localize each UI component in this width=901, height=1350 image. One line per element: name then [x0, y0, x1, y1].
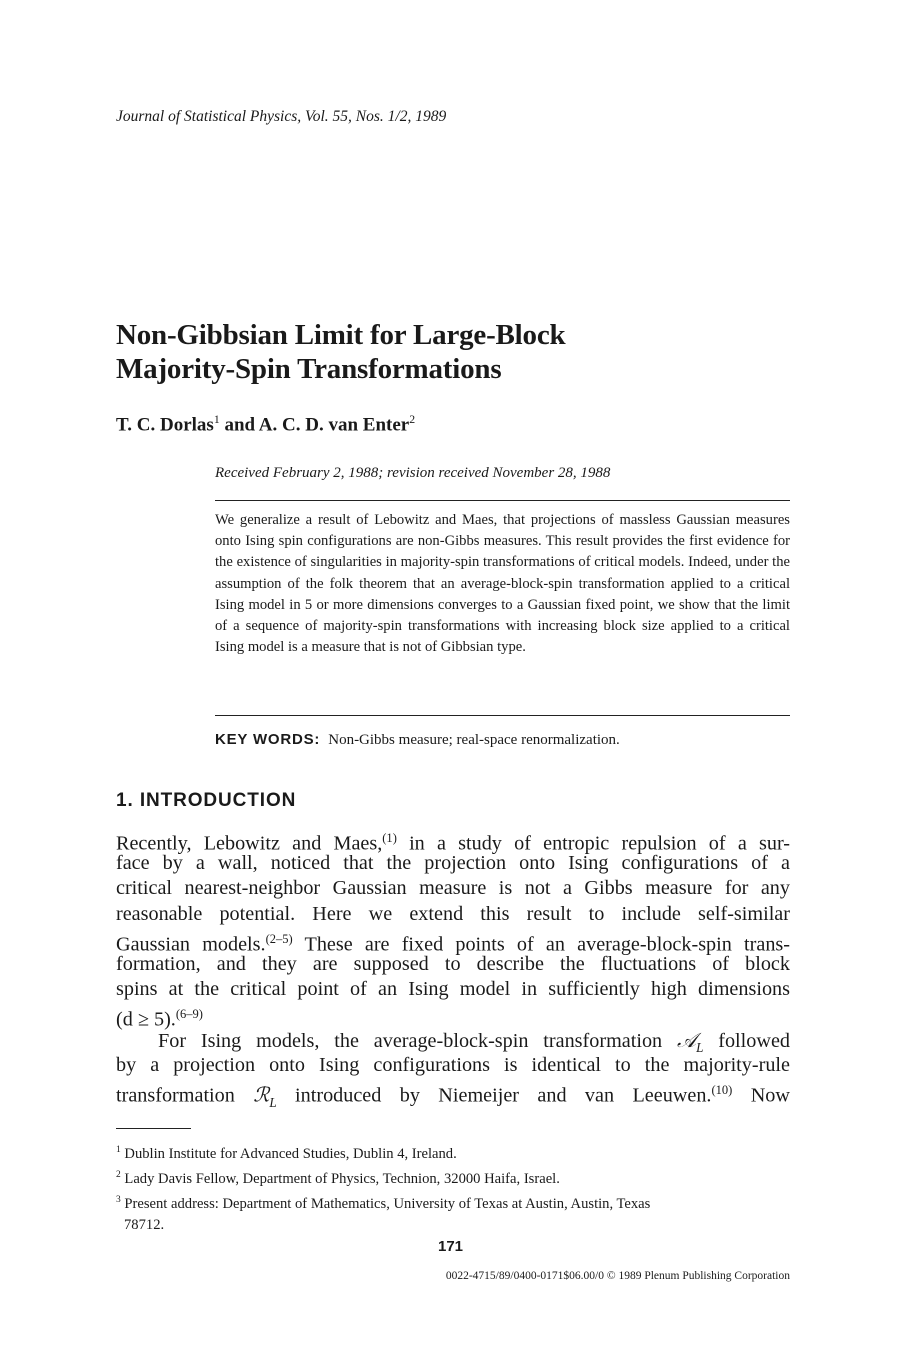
author-1: T. C. Dorlas [116, 414, 214, 436]
title-line-2: Majority-Spin Transformations [116, 353, 502, 385]
intro-line: formation, and they are supposed to describe the fluctuations of block [116, 952, 790, 975]
citation-ref: (10) [711, 1082, 733, 1097]
block-spin-operator-symbol: 𝒜 [676, 1027, 697, 1052]
author-1-footnote-mark: 1 [213, 413, 220, 426]
keywords-text: Non-Gibbs measure; real-space renormalization. [328, 732, 620, 748]
abstract-bottom-rule [215, 715, 790, 716]
intro-line: Gaussian models.$^{(2-5)}$ These are fixed points of an average-block-spin trans- [116, 931, 790, 956]
journal-citation: Journal of Statistical Physics, Vol. 55, Nos. 1/2, 1989 [116, 108, 447, 125]
intro-line: critical nearest-neighbor Gaussian measure is not a Gibbs measure for any [116, 877, 790, 900]
majority-rule-operator-symbol: ℛ [253, 1082, 270, 1107]
intro-line: (d ≥ 5).$^{(6-9)}$ [116, 1007, 203, 1032]
citation-ref: (6–9) [175, 1007, 203, 1022]
keywords [215, 731, 620, 749]
author-2: A. C. D. van Enter [258, 414, 410, 436]
author-connector: and [219, 414, 259, 436]
intro-line: reasonable potential. Here we extend this result to include self-similar [116, 902, 790, 925]
section-heading: 1. INTRODUCTION [116, 790, 297, 811]
intro-line: by a projection onto Ising configurations is identical to the majority-rule [116, 1053, 790, 1076]
abstract: We generalize a result of Lebowitz and Maes, that projections of massless Gaussian measures onto Ising spin configurations are non-Gibbs measures. This result provides the first evidence for the existence of singularities in majority-spin transformations of critical models. Indeed, under the assumption of the folk theorem that an average-block-spin transformation applied to a critical Ising model in 5 or more dimensions converges to a Gaussian fixed point, we show that the limit of a sequence of majority-spin transformations with increasing block size applied to a critical Ising model is a measure that is not of Gibbsian type. [215, 512, 790, 656]
footnote-1: $^1$ Dublin Institute for Advanced Studies, Dublin 4, Ireland. [116, 1145, 457, 1162]
citation-ref: (2–5) [265, 931, 293, 946]
footnote-3-continued: 78712. [124, 1217, 165, 1234]
abstract-top-rule [215, 500, 790, 501]
title-line-1: Non-Gibbsian Limit for Large-Block [116, 319, 566, 351]
introduction-body [116, 826, 790, 1110]
intro-line: Recently, Lebowitz and Maes,$^{(1)}$ in a study of entropic repulsion of a sur- [116, 831, 790, 855]
intro-line: For Ising models, the average-block-spin transformation 𝒜$_L$ followed [158, 1027, 790, 1055]
citation-ref: (1) [382, 831, 397, 845]
footnote-rule [116, 1128, 191, 1129]
author-2-footnote-mark: 2 [409, 413, 416, 426]
author-list [116, 413, 415, 436]
intro-line: transformation ℛ$_L$ introduced by Niemeijer and van Leeuwen.$^{(10)}$ Now [116, 1082, 790, 1110]
page-number: 171 [437, 1238, 464, 1255]
keywords-label: KEY WORDS: [215, 731, 321, 748]
footnotes [116, 1140, 790, 1237]
footnote-3: $^3$ Present address: Department of Mathematics, University of Texas at Austin, Austin, Texas [116, 1195, 651, 1213]
received-dates: Received February 2, 1988; revision received November 28, 1988 [215, 465, 611, 481]
footnote-2: $^2$ Lady Davis Fellow, Department of Physics, Technion, 32000 Haifa, Israel. [116, 1170, 560, 1188]
intro-line: spins at the critical point of an Ising model in sufficiently high dimensions [116, 978, 790, 1001]
intro-line: face by a wall, noticed that the projection onto Ising configurations of a [116, 852, 790, 875]
copyright-line: 0022-4715/89/0400-0171$06.00/0 © 1989 Plenum Publishing Corporation [445, 1270, 790, 1282]
paper-title [116, 318, 565, 386]
